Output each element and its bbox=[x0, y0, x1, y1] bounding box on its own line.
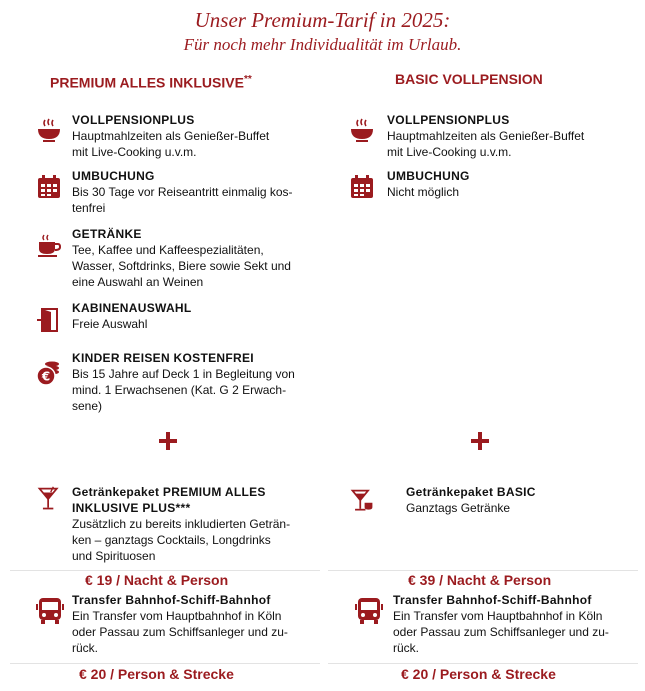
page-title: Unser Premium-Tarif in 2025: bbox=[194, 8, 451, 32]
plus-icon bbox=[159, 432, 177, 450]
item-text-line: und Spirituosen bbox=[72, 549, 156, 563]
basic-item-umbuchung bbox=[387, 168, 637, 200]
item-text-line: mit Live-Cooking u.v.m. bbox=[387, 145, 512, 159]
drinks-title-line: Getränkepaket PREMIUM ALLES bbox=[72, 485, 266, 499]
item-text-line: rück. bbox=[393, 641, 420, 655]
euro-coins-icon bbox=[36, 360, 62, 386]
item-title: UMBUCHUNG bbox=[387, 169, 470, 183]
drinks-title-line: Getränkepaket BASIC bbox=[406, 485, 536, 499]
premium-heading bbox=[50, 71, 252, 92]
item-title: KABINENAUSWAHL bbox=[72, 301, 192, 315]
item-title: UMBUCHUNG bbox=[72, 169, 155, 183]
premium-drinks-price: € 19 / Nacht & Person bbox=[85, 572, 229, 588]
item-text-line: tenfrei bbox=[72, 201, 106, 215]
item-text-line: Bis 30 Tage vor Reiseantritt einmalig kos- bbox=[72, 185, 293, 199]
premium-item-getraenke bbox=[72, 226, 322, 290]
item-text-line: eine Auswahl an Weinen bbox=[72, 275, 204, 289]
soup-bowl-icon bbox=[36, 117, 62, 143]
transfer-title: Transfer Bahnhof-Schiff-Bahnhof bbox=[72, 593, 271, 607]
item-title: VOLLPENSIONPLUS bbox=[387, 113, 510, 127]
divider bbox=[10, 663, 320, 664]
item-text-line: mit Live-Cooking u.v.m. bbox=[72, 145, 197, 159]
item-text-line: sene) bbox=[72, 399, 103, 413]
basic-drinks-price: € 39 / Nacht & Person bbox=[408, 572, 552, 588]
item-text-line: rück. bbox=[72, 641, 99, 655]
item-text-line: ken – ganztags Cocktails, Longdrinks bbox=[72, 533, 271, 547]
basic-transfer bbox=[393, 592, 638, 656]
divider bbox=[328, 663, 638, 664]
calendar-icon bbox=[349, 174, 375, 200]
item-text-line: Wasser, Softdrinks, Biere sowie Sekt und bbox=[72, 259, 291, 273]
item-title: GETRÄNKE bbox=[72, 227, 142, 241]
premium-drinks-package bbox=[72, 484, 322, 564]
drinks-title-line: INKLUSIVE PLUS*** bbox=[72, 501, 191, 515]
premium-item-kabinenauswahl bbox=[72, 300, 322, 332]
item-text-line: oder Passau zum Schiffsanleger und zu- bbox=[393, 625, 609, 639]
item-title: VOLLPENSIONPLUS bbox=[72, 113, 195, 127]
cocktail-icon bbox=[349, 488, 375, 514]
item-text-line: Hauptmahlzeiten als Genießer-Buffet bbox=[72, 129, 270, 143]
basic-heading: BASIC VOLLPENSION bbox=[395, 71, 543, 87]
soup-bowl-icon bbox=[349, 117, 375, 143]
premium-heading-mark: ** bbox=[243, 74, 252, 85]
transfer-title: Transfer Bahnhof-Schiff-Bahnhof bbox=[393, 593, 592, 607]
bus-icon bbox=[355, 596, 383, 626]
basic-item-vollpension bbox=[387, 112, 637, 160]
basic-transfer-price: € 20 / Person & Strecke bbox=[401, 666, 556, 682]
item-text-line: oder Passau zum Schiffsanleger und zu- bbox=[72, 625, 288, 639]
calendar-icon bbox=[36, 174, 62, 200]
bus-icon bbox=[36, 596, 64, 626]
premium-item-kinder bbox=[72, 350, 322, 414]
divider bbox=[10, 570, 320, 571]
divider bbox=[328, 570, 638, 571]
item-text-line: Ein Transfer vom Hauptbahnhof in Köln bbox=[393, 609, 603, 623]
item-title: KINDER REISEN KOSTENFREI bbox=[72, 351, 254, 365]
item-text-line: mind. 1 Erwachsenen (Kat. G 2 Erwach- bbox=[72, 383, 287, 397]
basic-drinks-package bbox=[406, 484, 636, 516]
item-text-line: Tee, Kaffee und Kaffeespezialitäten, bbox=[72, 243, 264, 257]
item-text-line: Ganztags Getränke bbox=[406, 501, 511, 515]
premium-item-umbuchung bbox=[72, 168, 322, 216]
item-text-line: Zusätzlich zu bereits inkludierten Geträn- bbox=[72, 517, 291, 531]
premium-transfer bbox=[72, 592, 322, 656]
item-text-line: Hauptmahlzeiten als Genießer-Buffet bbox=[387, 129, 585, 143]
premium-transfer-price: € 20 / Person & Strecke bbox=[79, 666, 234, 682]
svg-text:€: € bbox=[41, 369, 51, 384]
door-exit-icon bbox=[36, 307, 62, 333]
coffee-cup-icon bbox=[36, 233, 62, 259]
item-text-line: Bis 15 Jahre auf Deck 1 in Begleitung von bbox=[72, 367, 295, 381]
cocktail-icon bbox=[36, 486, 62, 512]
item-text-line: Ein Transfer vom Hauptbahnhof in Köln bbox=[72, 609, 282, 623]
item-text-line: Freie Auswahl bbox=[72, 317, 148, 331]
item-text-line: Nicht möglich bbox=[387, 185, 460, 199]
plus-icon bbox=[471, 432, 489, 450]
page-subtitle: Für noch mehr Individualität im Urlaub. bbox=[183, 35, 462, 54]
premium-item-vollpension bbox=[72, 112, 322, 160]
premium-heading-text: PREMIUM ALLES INKLUSIVE bbox=[50, 74, 244, 91]
